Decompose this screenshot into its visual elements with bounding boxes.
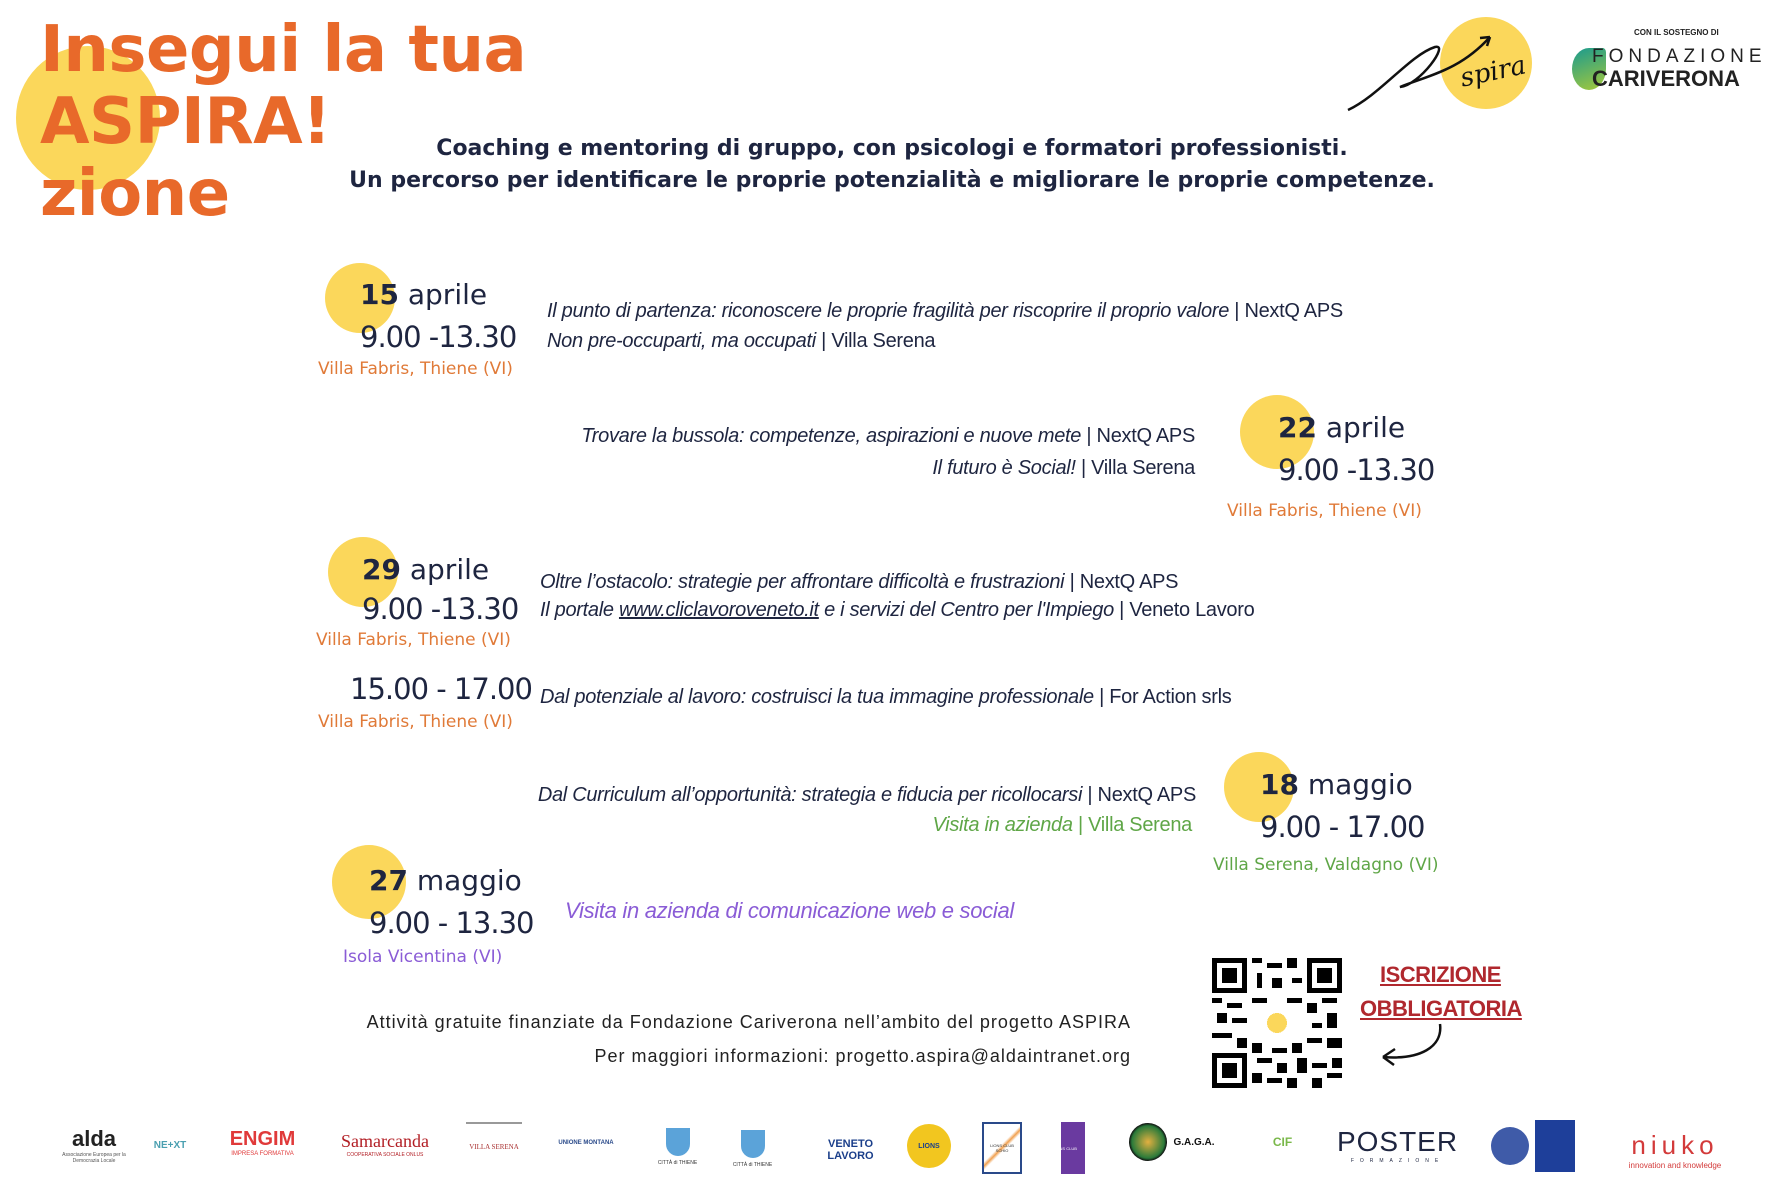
session-time: 9.00 - 13.30 <box>369 906 534 940</box>
cliclavoro-link[interactable]: www.cliclavoroveneto.it <box>618 599 819 621</box>
activity: Il futuro è Social! | Villa Serena <box>932 457 1195 479</box>
session-location: Isola Vicentina (VI) <box>343 947 503 967</box>
sponsor-name-2: CARIVERONA <box>1592 66 1740 91</box>
title-line-3: zione <box>40 157 230 231</box>
activity: Visita in azienda di comunicazione web e social <box>565 898 1014 923</box>
partner-logo-nexq: NE+XT <box>153 1139 187 1151</box>
activity: Il punto di partenza: riconoscere le proprie fragilità per riscoprire il proprio valore | NextQ APS <box>547 300 1343 322</box>
aspira-logo-text: spira <box>1457 50 1529 94</box>
session-date: 29 aprile <box>362 553 490 586</box>
session-location: Villa Fabris, Thiene (VI) <box>1227 501 1422 521</box>
sponsor-caption: CON IL SOSTEGNO DI <box>1634 28 1719 37</box>
partner-logo-thiene-ats: CITTÀ di THIENE <box>725 1118 780 1180</box>
session-time: 9.00 -13.30 <box>362 592 519 626</box>
partner-logo-villa-serena: VILLA SERENA <box>466 1122 522 1169</box>
activity: Trovare la bussola: competenze, aspirazioni e nuove mete | NextQ APS <box>581 425 1195 447</box>
activity: Dal potenziale al lavoro: costruisci la tua immagine professionale | For Action srls <box>540 686 1232 708</box>
activity: Oltre l’ostacolo: strategie per affrontare difficoltà e frustrazioni | NextQ APS <box>540 571 1179 593</box>
session-date: 15 aprile <box>360 278 488 311</box>
subtitle-line-2: Un percorso per identificare le proprie potenzialità e migliorare le proprie competenze. <box>349 168 1435 193</box>
title-line-2: ASPIRA! <box>40 85 331 159</box>
session-time: 9.00 -13.30 <box>360 320 517 354</box>
registration-required-link-1[interactable]: ISCRIZIONE <box>1380 962 1501 987</box>
partner-logo-for-action <box>1488 1118 1578 1174</box>
afternoon-time: 15.00 - 17.00 <box>350 672 532 706</box>
partner-logo-lions-schio: LIONS CLUB SCHIO <box>982 1122 1022 1174</box>
activity: Il portale www.cliclavoroveneto.it e i servizi del Centro per l'Impiego | Veneto Lavoro <box>540 599 1255 621</box>
session-date: 22 aprile <box>1278 411 1406 444</box>
partner-logo-thiene: CITTÀ di THIENE <box>650 1118 705 1176</box>
registration-required-link-2[interactable]: OBBLIGATORIA <box>1360 996 1522 1021</box>
sponsor-logo <box>1570 28 1780 98</box>
partner-logo-unione-montana: UNIONE MONTANA <box>558 1140 614 1146</box>
session-time: 9.00 -13.30 <box>1278 453 1435 487</box>
funding-note: Attività gratuite finanziate da Fondazione Cariverona nell’ambito del progetto ASPIRA <box>366 1012 1131 1032</box>
partner-logo-lions: LIONS <box>907 1124 951 1168</box>
page-title <box>40 14 526 230</box>
partner-logo-alda: alda Associazione Europea per la Democrazia Locale <box>62 1126 126 1164</box>
partner-logo-samarcanda: Samarcanda COOPERATIVA SOCIALE ONLUS <box>341 1131 429 1158</box>
qr-code-icon <box>1212 958 1342 1088</box>
partner-logo-veneto-lavoro: VENETO LAVORO <box>827 1138 874 1162</box>
session-date: 18 maggio <box>1260 768 1413 801</box>
activity: Visita in azienda | Villa Serena <box>932 814 1192 836</box>
partner-logo-engim: ENGIM IMPRESA FORMATIVA <box>229 1127 296 1157</box>
partner-logo-niuko: niuko innovation and knowledge <box>1628 1130 1722 1170</box>
aspira-logo <box>1340 15 1550 115</box>
curved-arrow-icon <box>1375 1022 1445 1072</box>
activity: Dal Curriculum all’opportunità: strategia e fiducia per ricollocarsi | NextQ APS <box>537 784 1196 806</box>
session-location: Villa Fabris, Thiene (VI) <box>316 630 511 650</box>
activity: Non pre-occuparti, ma occupati | Villa Serena <box>547 330 936 352</box>
session-location: Villa Fabris, Thiene (VI) <box>318 359 513 379</box>
registration-qr-code[interactable] <box>1212 958 1342 1088</box>
session-location: Villa Serena, Valdagno (VI) <box>1213 855 1439 875</box>
partner-logo-cif: CIF <box>1272 1135 1293 1149</box>
contact-info: Per maggiori informazioni: progetto.aspira@aldaintranet.org <box>594 1046 1131 1066</box>
session-date: 27 maggio <box>369 864 522 897</box>
partner-logo-lions-club: LIONS CLUB <box>1045 1122 1085 1174</box>
subtitle-line-1: Coaching e mentoring di gruppo, con psicologi e formatori professionisti. <box>436 136 1348 161</box>
sponsor-name-1: FONDAZIONE <box>1592 46 1767 67</box>
partner-logo-poster: POSTER FORMAZIONE <box>1336 1126 1459 1164</box>
title-line-1: Insegui la tua <box>40 13 527 87</box>
session-time: 9.00 - 17.00 <box>1260 810 1425 844</box>
partner-logo-gaga: G.A.G.A. <box>1122 1122 1222 1162</box>
afternoon-location: Villa Fabris, Thiene (VI) <box>318 712 513 732</box>
